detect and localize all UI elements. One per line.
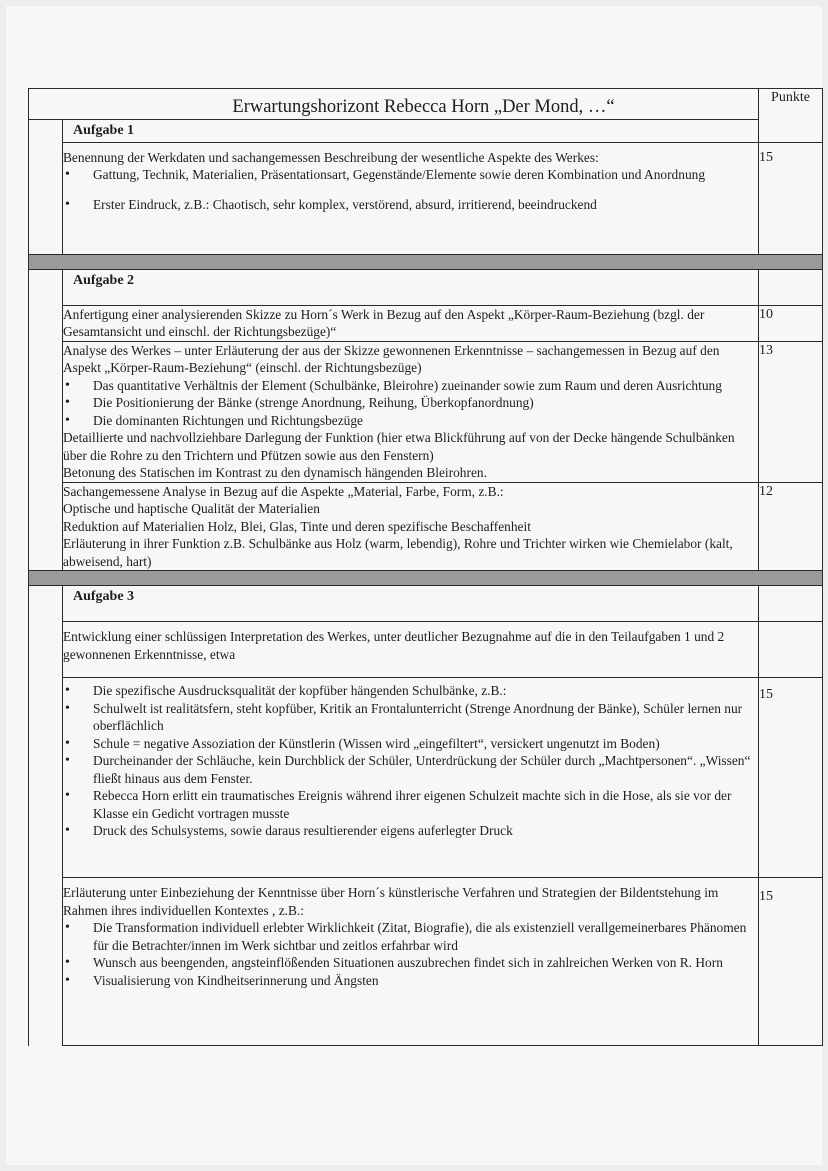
list-item: • Wunsch aus beengenden, angsteinflößenden Situationen auszubrechen findet sich in zahlreichen Werken von R. Horn [93,954,758,972]
list-item: • Gattung, Technik, Materialien, Präsentationsart, Gegenstände/Elemente sowie deren Kombination und Anordnung [93,166,758,184]
aufgabe2-analysis-intro: Analyse des Werkes – unter Erläuterung der aus der Skizze gewonnenen Erkenntnisse – sachangemessen in Bezug auf den Aspekt „Körper-Raum-Beziehung“ (einschl. der Richtungsbezüge) [63,342,720,375]
title-cell [29,89,759,120]
aufgabe2-analysis-points: 13 [759,341,823,482]
aufgabe3-context-row [29,878,823,1046]
list-item: • Das quantitative Verhältnis der Element (Schulbänke, Bleirohre) zueinander sowie zum Raum und deren Ausrichtung [93,377,758,395]
material-line: Optische und haptische Qualität der Materialien [63,501,320,516]
list-item: • Die dominanten Richtungen und Richtungsbezüge [93,412,758,430]
aufgabe2-analysis-row [29,341,823,482]
aufgabe3-label-row [29,586,823,622]
aufgabe1-label: Aufgabe 1 [73,123,135,138]
aufgabe1-points: 15 [759,142,823,254]
aufgabe2-material-points: 12 [759,482,823,571]
aufgabe2-sketch-row [29,305,823,341]
material-line: Erläuterung in ihrer Funktion z.B. Schulbänke aus Holz (warm, lebendig), Rohre und Trichter wirken wie Chemielabor (kalt, abweisend, hart) [63,536,733,569]
title-row [29,89,823,120]
list-item: • Die Positionierung der Bänke (strenge Anordnung, Reihung, Überkopfanordnung) [93,394,758,412]
list-item: • Visualisierung von Kindheitserinnerung und Ängsten [93,972,758,990]
document-title: Erwartungshorizont Rebecca Horn „Der Mond, …“ [232,97,615,117]
material-line: Reduktion auf Materialien Holz, Blei, Glas, Tinte und deren spezifische Beschaffenheit [63,518,531,534]
aufgabe3-expression-row [29,678,823,878]
aufgabe2-analysis-outro-2: Betonung des Statischen im Kontrast zu den dynamisch hängenden Bleirohren. [63,465,487,480]
gray-separator [29,254,823,269]
aufgabe1-label-row [29,120,823,143]
aufgabe1-intro: Benennung der Werkdaten und sachangemessen Beschreibung der wesentliche Aspekte des Werkes: [63,149,599,165]
aufgabe3-context-points: 15 [759,878,823,1046]
aufgabe2-label: Aufgabe 2 [73,272,135,288]
aufgabe2-analysis-outro: Detaillierte und nachvollziehbare Darlegung der Funktion (hier etwa Blickführung auf von der Decke hängende Schulbänken über die Rohre zu den Trichtern und Pfützen sowie aus den Fenstern) [63,430,735,463]
document-page [6,6,822,1165]
list-item: • Druck des Schulsystems, sowie daraus resultierender eigens auferlegter Druck [93,822,758,840]
aufgabe2-label-cell [63,269,759,305]
list-item: • Durcheinander der Schläuche, kein Durchblick der Schüler, Unterdrückung der Schüler durch „Machtpersonen“. „Wissen“ fließt hinaus aus dem Fenster. [93,752,758,787]
aufgabe2-sketch-points: 10 [759,305,823,341]
material-line: Sachangemessene Analyse in Bezug auf die Aspekte „Material, Farbe, Form, z.B.: [63,483,504,499]
list-item: • Rebecca Horn erlitt ein traumatisches Ereignis während ihrer eigenen Schulzeit machte sich in die Hose, als sie vor der Klasse ein Gedicht vortragen musste [93,787,758,822]
list-item: • Schule = negative Assoziation der Künstlerin (Wissen wird „eingefiltert“, versickert ungenutzt im Boden) [93,735,758,753]
aufgabe3-context-intro: Erläuterung unter Einbeziehung der Kenntnisse über Horn´s künstlerische Verfahren und Strategien der Bildentstehung im Rahmen ihres individuellen Kontextes , z.B.: [63,885,719,918]
separator-row [29,254,823,269]
list-item: • Erster Eindruck, z.B.: Chaotisch, sehr komplex, verstörend, absurd, irritierend, beeindruckend [93,196,758,214]
aufgabe1-bullet-list [63,166,758,213]
list-item: • Schulwelt ist realitätsfern, steht kopfüber, Kritik an Frontalunterricht (Strenge Anordnung der Bänke), Schüler lernen nur oberflächlich [93,700,758,735]
aufgabe3-label: Aufgabe 3 [73,589,135,604]
gray-separator [29,571,823,586]
aufgabe2-bullet-list [63,377,758,430]
aufgabe2-sketch-text: Anfertigung einer analysierenden Skizze zu Horn´s Werk in Bezug auf den Aspekt „Körper-Raum-Beziehung (bzgl. der Gesamtansicht und einschl. der Richtungsbezüge)“ [63,305,759,341]
aufgabe1-label-cell [63,120,759,143]
aufgabe3-expression-points: 15 [759,678,823,878]
aufgabe2-material-row [29,482,823,571]
separator-row [29,571,823,586]
aufgabe3-interpretation-text: Entwicklung einer schlüssigen Interpretation des Werkes, unter deutlicher Bezugnahme auf die in den Teilaufgaben 1 und 2 gewonnenen Erkenntnisse, etwa [63,622,759,678]
aufgabe3-bullet-list [63,682,758,840]
list-item: • Die spezifische Ausdrucksqualität der kopfüber hängenden Schulbänke, z.B.: [93,682,758,700]
aufgabe2-label-row [29,269,823,305]
aufgabe3-context-list [63,919,758,989]
aufgabe1-row [29,142,823,254]
list-item: • Die Transformation individuell erlebter Wirklichkeit (Zitat, Biografie), die als existenziell verallgemeinerbares Phänomen für die Betrachter/innen im Werk sichtbar und zeitlos erfahrbar wird [93,919,758,954]
points-header: Punkte [759,89,823,143]
expectation-table [28,88,823,1046]
aufgabe3-label-cell [63,586,759,622]
aufgabe3-interpretation-row [29,622,823,678]
